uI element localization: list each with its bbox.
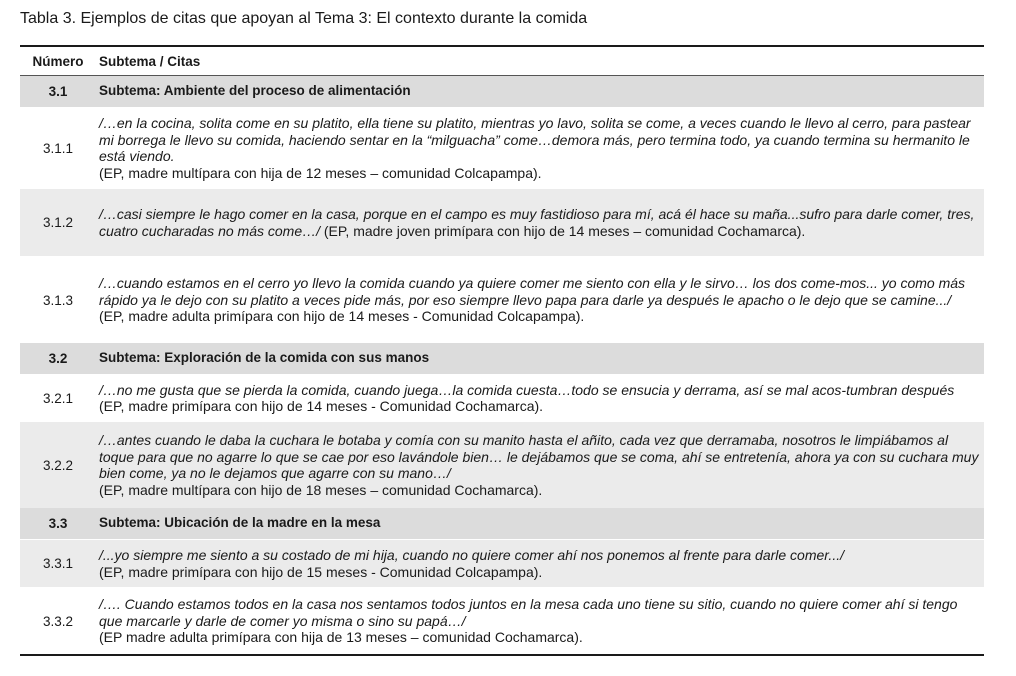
quote-source: (EP madre adulta primípara con hija de 13 meses – comunidad Cochamarca). [99, 629, 583, 646]
quote-number: 3.1.3 [42, 292, 74, 308]
quote-text: /…no me gusta que se pierda la comida, cuando juega…la comida cuesta…todo se ensucia y derrama, así se mal acos-tumbran después [99, 381, 955, 398]
quote-source: (EP, madre primípara con hijo de 14 meses - Comunidad Cochamarca). [99, 398, 544, 414]
subtheme-number: 3.3 [48, 516, 68, 531]
subtheme-title: Subtema: Ubicación de la madre en la mesa [99, 515, 381, 531]
header-subtheme: Subtema / Citas [99, 53, 201, 69]
quote-number: 3.3.1 [42, 556, 74, 571]
table-caption: Tabla 3. Ejemplos de citas que apoyan al Tema 3: El contexto durante la comida [20, 10, 588, 27]
quote-number: 3.2.2 [42, 457, 74, 473]
quote-source: (EP, madre multípara con hijo de 18 meses – comunidad Cochamarca). [99, 481, 543, 498]
quote-source: (EP, madre adulta primípara con hijo de 14 meses - Comunidad Colcapampa). [99, 308, 585, 325]
quote-cell [96, 270, 984, 330]
quote-row [20, 374, 984, 421]
quote-number: 3.1.1 [42, 140, 74, 156]
quote-text: /…. Cuando estamos todos en la casa nos sentamos todos juntos en la mesa cada uno tiene su sitio, cuando no quiere comer ahí si tengo que marcarle y darle de comer yo misma o sino su papá…/ [99, 596, 958, 629]
quote-text: /...yo siempre me siento a su costado de mi hija, cuando no quiere comer ahí nos ponemos al frente para darle comer.../ [99, 547, 844, 563]
quote-number: 3.2.1 [42, 390, 74, 406]
header-number: Número [32, 53, 84, 69]
table-header [20, 47, 984, 76]
quote-cell [96, 377, 984, 420]
quote-source: (EP, madre primípara con hijo de 15 meses - Comunidad Colcapampa). [99, 563, 543, 580]
subtheme-row [20, 343, 984, 374]
subtheme-title: Subtema: Exploración de la comida con sus manos [99, 350, 430, 366]
quote-row [20, 587, 984, 654]
quote-row [20, 539, 984, 587]
quote-cell [96, 591, 984, 651]
quote-row [20, 188, 984, 256]
quote-number: 3.3.2 [42, 613, 74, 629]
quote-number: 3.1.2 [42, 215, 74, 230]
quote-source: (EP, madre joven primípara con hijo de 14 meses – comunidad Cochamarca). [320, 222, 806, 239]
quote-text: /…antes cuando le daba la cuchara le botaba y comía con su manito hasta el añito, cada vez que derramaba, nosotros le limpiábamos al toque para que no agarre lo que se cae por eso lavándole bien… le dejábamos que se coma, ahí se entretenía, ahora ya con su cuchara muy bien come, ya no le dejamos que agarre con su mano…/ [99, 432, 979, 481]
quote-row [20, 107, 984, 188]
quote-row [20, 421, 984, 508]
subtheme-row [20, 508, 984, 539]
quote-row [20, 256, 984, 343]
quote-text: /…casi siempre le hago comer en la casa, porque en el campo es muy fastidioso para mí, acá él hace su maña...sufro para darle comer, tres, cuatro cucharadas no más come…/ [99, 206, 975, 239]
subtheme-number: 3.1 [48, 84, 68, 99]
quote-source: (EP, madre multípara con hija de 12 meses – comunidad Colcapampa). [99, 164, 542, 181]
subtheme-title: Subtema: Ambiente del proceso de alimentación [99, 83, 411, 99]
quote-cell [96, 542, 984, 585]
quote-cell [96, 201, 984, 244]
subtheme-number: 3.2 [48, 351, 68, 366]
quote-text: /…cuando estamos en el cerro yo llevo la comida cuando ya quiere comer me siento con ella y le sirvo… los dos come-mos... yo como más rápido ya le dejo con su platito a veces pide más, por eso siempre llevo papa para darle ya después le apacho o le dejo que se camine.../ [99, 275, 966, 308]
quote-text: /…en la cocina, solita come en su platito, ella tiene su platito, mientras yo lavo, solita se come, a veces cuando le llevo al cerro, para pastear mi borrega le llevo su comida, haciendo sentar en la “milguacha” come…demora más, pero termina todo, ya cuando termina su hermanito le está viendo. [99, 115, 971, 164]
quotes-table [20, 45, 984, 656]
subtheme-row [20, 76, 984, 107]
quote-cell [96, 427, 984, 503]
quote-cell [96, 110, 984, 186]
